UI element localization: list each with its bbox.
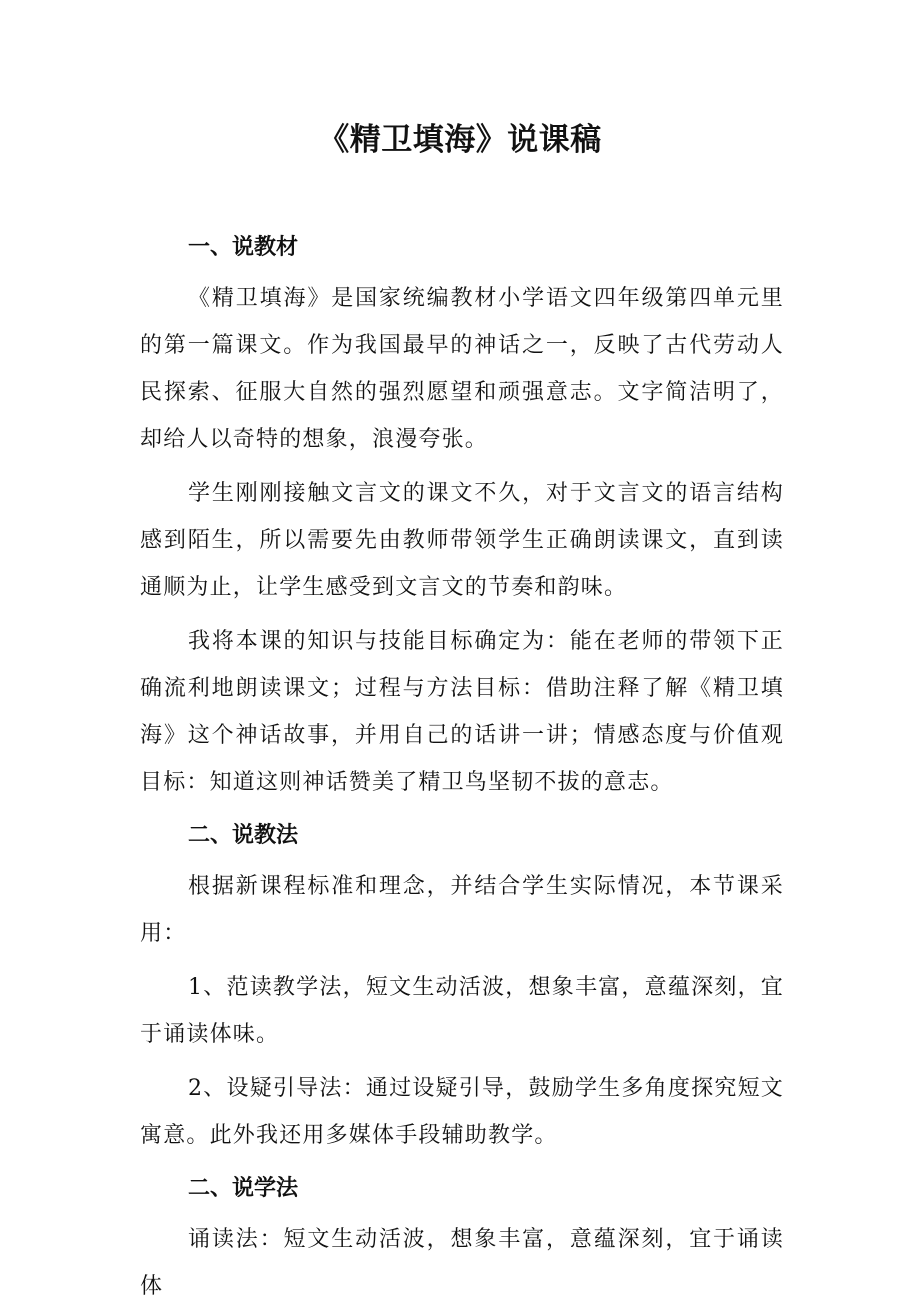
paragraph: 2、设疑引导法：通过设疑引导，鼓励学生多角度探究短文寓意。此外我还用多媒体手段辅助教学。 xyxy=(140,1076,784,1148)
section-heading-teaching-method: 二、说教法 xyxy=(188,823,299,848)
paragraph: 学生刚刚接触文言文的课文不久，对于文言文的语言结构感到陌生，所以需要先由教师带领学生正确朗读课文，直到读通顺为止，让学生感受到文言文的节奏和韵味。 xyxy=(140,481,784,600)
section-heading-teaching-material: 一、说教材 xyxy=(188,235,299,260)
page-title: 《精卫填海》说课稿 xyxy=(318,122,602,158)
document-body xyxy=(140,228,784,1310)
paragraph: 诵读法：短文生动活波，想象丰富，意蕴深刻，宜于诵读体 xyxy=(140,1227,784,1299)
paragraph: 根据新课程标准和理念，并结合学生实际情况，本节课采用： xyxy=(140,874,784,946)
paragraph: 《精卫填海》是国家统编教材小学语文四年级第四单元里的第一篇课文。作为我国最早的神话之一，反映了古代劳动人民探索、征服大自然的强烈愿望和顽强意志。文字简洁明了，却给人以奇特的想象，浪漫夸张。 xyxy=(140,286,784,452)
paragraph: 我将本课的知识与技能目标确定为：能在老师的带领下正确流利地朗读课文；过程与方法目标：借助注释了解《精卫填海》这个神话故事，并用自己的话讲一讲；情感态度与价值观目标：知道这则神话赞美了精卫鸟坚韧不拔的意志。 xyxy=(140,629,784,795)
section-heading-learning-method: 二、说学法 xyxy=(188,1176,299,1201)
paragraph: 1、范读教学法，短文生动活波，想象丰富，意蕴深刻，宜于诵读体味。 xyxy=(140,975,784,1047)
